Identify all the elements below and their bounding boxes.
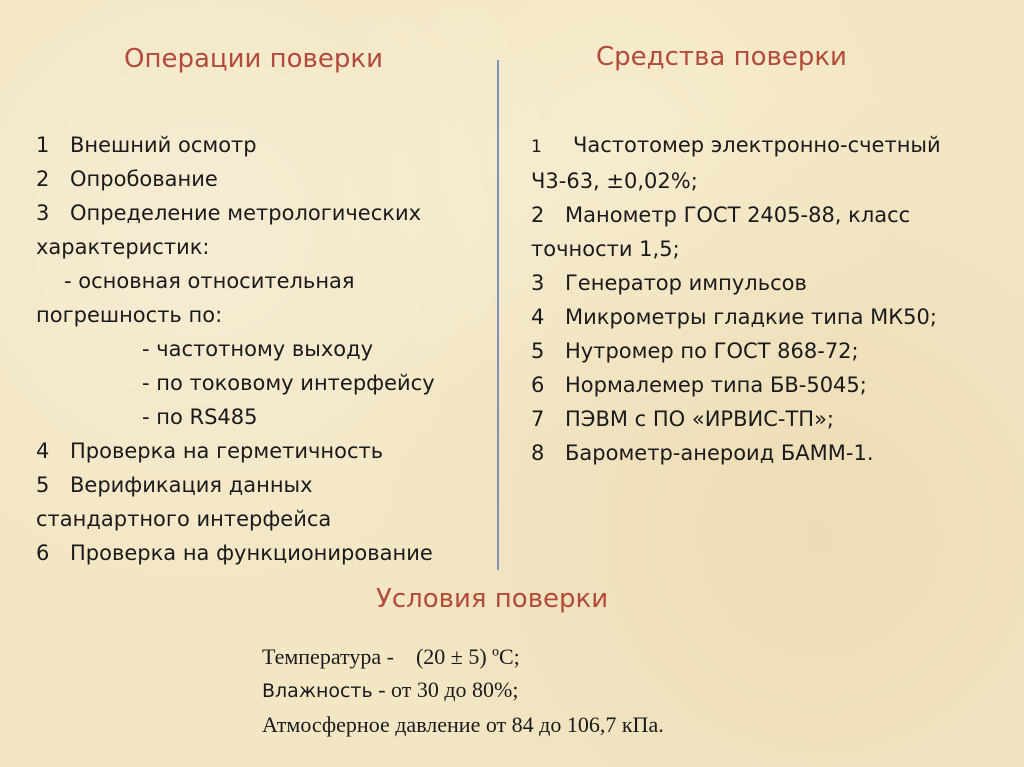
item-number: 5 — [36, 473, 50, 497]
list-item — [36, 196, 496, 230]
item-number: 3 — [531, 271, 545, 295]
temperature-line — [262, 640, 664, 673]
list-item — [36, 468, 496, 502]
list-item-continuation: стандартного интерфейса — [36, 507, 332, 531]
item-number: 2 — [531, 203, 545, 227]
list-item-continuation: Ч3-63, ±0,02%; — [531, 169, 698, 193]
item-text: Барометр-анероид БАММ-1. — [565, 441, 874, 465]
item-text: Генератор импульсов — [565, 271, 807, 295]
list-item — [531, 266, 1011, 300]
item-number: 5 — [531, 339, 545, 363]
tools-list — [531, 128, 1011, 470]
item-number: 1 — [531, 137, 542, 157]
temperature-value: (20 ± 5) ºС; — [415, 644, 520, 669]
conditions-block — [262, 640, 664, 741]
item-text: Манометр ГОСТ 2405-88, класс — [565, 203, 911, 227]
sub-item: - основная относительная — [64, 269, 355, 293]
item-text: Нутромер по ГОСТ 868-72; — [565, 339, 859, 363]
item-text: Определение метрологических — [70, 201, 422, 225]
operations-heading: Операции поверки — [124, 44, 383, 74]
list-item — [531, 198, 1011, 232]
item-number: 6 — [36, 541, 50, 565]
operations-list — [36, 128, 496, 570]
list-item — [531, 300, 1011, 334]
item-number: 4 — [531, 305, 545, 329]
column-divider — [497, 60, 499, 570]
item-text: Проверка на герметичность — [70, 439, 384, 463]
item-number: 4 — [36, 439, 50, 463]
sub-sub-item: - по токовому интерфейсу — [142, 371, 435, 395]
list-item-continuation: точности 1,5; — [531, 237, 680, 261]
item-text: Микрометры гладкие типа МК50; — [565, 305, 937, 329]
item-text: Верификация данных — [70, 473, 313, 497]
item-number: 1 — [36, 133, 50, 157]
item-text: Нормалемер типа БВ-5045; — [565, 373, 867, 397]
tools-heading: Средства поверки — [596, 42, 847, 72]
sub-sub-item: - частотному выходу — [142, 337, 374, 361]
pressure-line: Атмосферное давление от 84 до 106,7 кПа. — [262, 712, 664, 737]
item-number: 3 — [36, 201, 50, 225]
humidity-value: - от 30 до 80%; — [378, 677, 519, 702]
list-item — [531, 402, 1011, 436]
item-number: 6 — [531, 373, 545, 397]
item-number: 7 — [531, 407, 545, 431]
humidity-label: Влажность — [262, 680, 373, 702]
list-item — [36, 536, 496, 570]
item-text: ПЭВМ с ПО «ИРВИС-ТП»; — [565, 407, 834, 431]
sub-sub-item: - по RS485 — [142, 405, 258, 429]
list-item — [531, 128, 1011, 164]
list-item-continuation: характеристик: — [36, 235, 210, 259]
list-item — [531, 436, 1011, 470]
item-number: 2 — [36, 167, 50, 191]
item-text: Опробование — [70, 167, 218, 191]
list-item — [36, 162, 496, 196]
sub-item-continuation: погрешность по: — [36, 303, 223, 327]
item-number: 8 — [531, 441, 545, 465]
list-item — [531, 334, 1011, 368]
list-item — [36, 128, 496, 162]
list-item — [36, 434, 496, 468]
item-text: Частотомер электронно-счетный — [573, 133, 941, 157]
item-text: Проверка на функционирование — [70, 541, 433, 565]
list-item — [531, 368, 1011, 402]
item-text: Внешний осмотр — [70, 133, 257, 157]
temperature-label: Температура - — [262, 644, 394, 669]
humidity-line — [262, 673, 664, 708]
conditions-heading: Условия поверки — [376, 584, 609, 614]
